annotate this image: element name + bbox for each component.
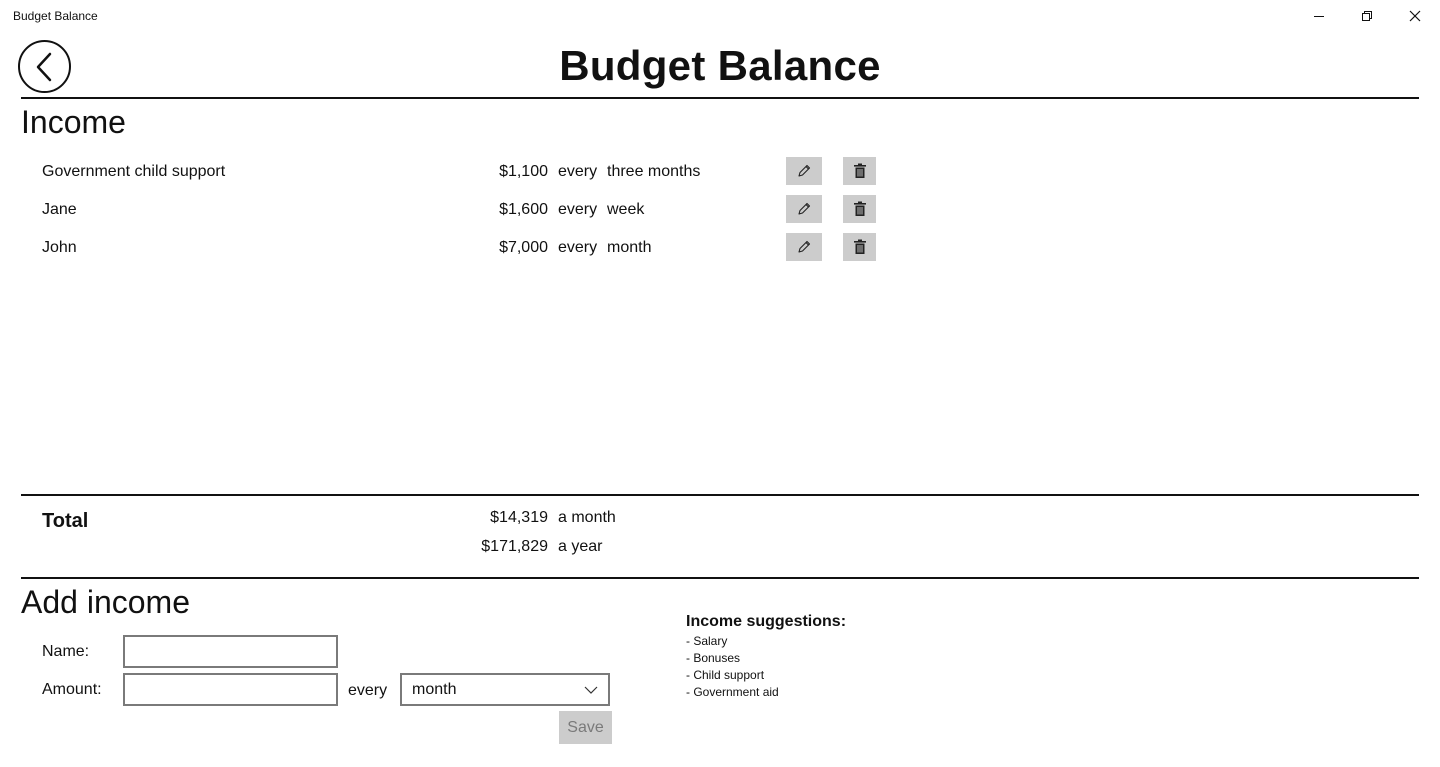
amount-label: Amount: xyxy=(42,681,102,698)
edit-income-button[interactable] xyxy=(786,233,822,261)
total-monthly-amount: $14,319 xyxy=(490,509,548,526)
pencil-icon xyxy=(796,201,812,217)
income-row-period: month xyxy=(607,239,652,256)
total-divider xyxy=(21,494,1419,496)
total-monthly-unit: a month xyxy=(558,509,616,526)
frequency-dropdown[interactable] xyxy=(400,673,610,706)
income-row-every: every xyxy=(558,201,598,218)
suggestions-title: Income suggestions: xyxy=(686,613,847,630)
add-income-heading: Add income xyxy=(21,584,190,620)
delete-income-button[interactable] xyxy=(843,157,876,185)
minimize-icon xyxy=(1313,10,1325,22)
total-label: Total xyxy=(42,510,89,532)
suggestion-item: - Bonuses xyxy=(686,651,741,665)
chevron-down-icon xyxy=(584,686,598,694)
frequency-selected-value: month xyxy=(412,680,457,698)
close-button[interactable] xyxy=(1392,0,1438,32)
restore-icon xyxy=(1361,10,1373,22)
total-yearly-unit: a year xyxy=(558,538,603,555)
income-row-period: week xyxy=(607,201,645,218)
page-title: Budget Balance xyxy=(559,42,881,89)
income-row-amount: $1,100 xyxy=(499,163,548,180)
add-income-divider xyxy=(21,577,1419,579)
name-input[interactable] xyxy=(123,635,338,668)
trash-icon xyxy=(853,239,867,255)
edit-income-button[interactable] xyxy=(786,195,822,223)
close-icon xyxy=(1409,10,1421,22)
suggestion-item: - Child support xyxy=(686,668,765,682)
income-row-name: Government child support xyxy=(42,163,226,180)
minimize-button[interactable] xyxy=(1296,0,1342,32)
name-label: Name: xyxy=(42,643,90,660)
window-title: Budget Balance xyxy=(13,9,98,23)
header-divider xyxy=(21,97,1419,99)
income-row-period: three months xyxy=(607,163,701,180)
delete-income-button[interactable] xyxy=(843,233,876,261)
pencil-icon xyxy=(796,239,812,255)
pencil-icon xyxy=(796,163,812,179)
edit-income-button[interactable] xyxy=(786,157,822,185)
trash-icon xyxy=(853,201,867,217)
every-label: every xyxy=(348,682,388,699)
income-row-every: every xyxy=(558,239,598,256)
suggestion-item: - Government aid xyxy=(686,685,779,699)
income-row-name: Jane xyxy=(42,201,77,218)
income-heading: Income xyxy=(21,104,126,140)
delete-income-button[interactable] xyxy=(843,195,876,223)
income-row-name: John xyxy=(42,239,77,256)
save-button[interactable]: Save xyxy=(559,711,612,744)
income-row-amount: $7,000 xyxy=(499,239,548,256)
income-row-every: every xyxy=(558,163,598,180)
income-row-amount: $1,600 xyxy=(499,201,548,218)
restore-button[interactable] xyxy=(1344,0,1390,32)
trash-icon xyxy=(853,163,867,179)
amount-input[interactable] xyxy=(123,673,338,706)
suggestion-item: - Salary xyxy=(686,634,728,648)
total-yearly-amount: $171,829 xyxy=(481,538,548,555)
